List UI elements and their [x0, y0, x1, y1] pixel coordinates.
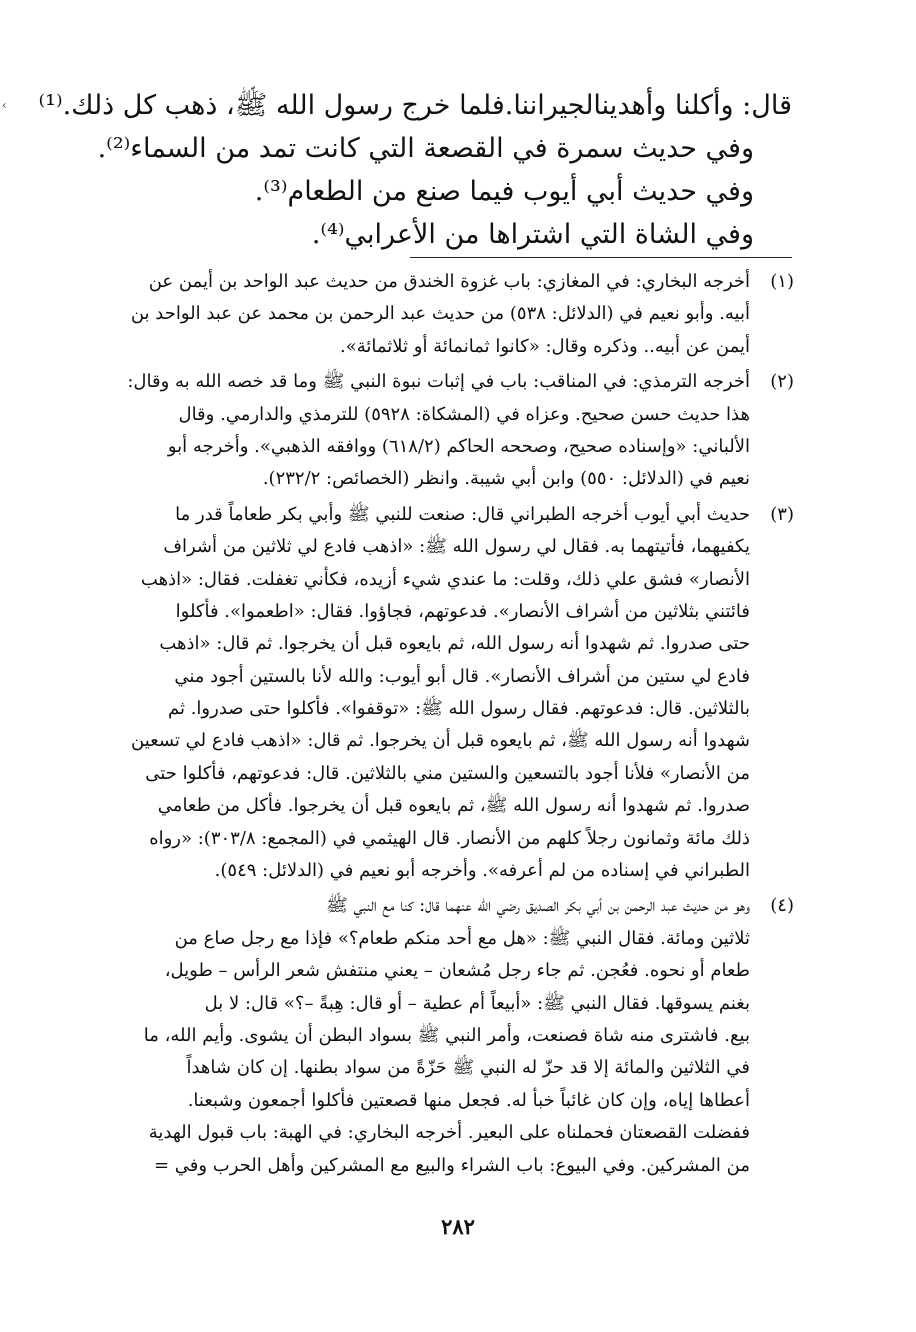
footnote-number: (٣) — [770, 503, 794, 525]
footnote-line: الأنصار» فشق علي ذلك، وقلت: ما عندي شيء أزيده، فكأني تغفلت. فقال: «اذهب — [140, 568, 750, 590]
footnote-line: ثلاثين ومائة. فقال النبي ﷺ: «هل مع أحد منكم طعام؟» فإذا مع رجل صاع من — [174, 927, 750, 949]
footnote — [118, 890, 794, 1182]
footnote-line: فائتني بثلاثين من أشراف الأنصار». فدعوتهم، فجاؤوا. فقال: «اطعموا». فأكلوا — [175, 600, 750, 622]
main-text-line: وفي الشاة التي اشتراها من الأعرابي⁽⁴⁾. — [311, 219, 754, 250]
main-text-line: وفي حديث سمرة في القصعة التي كانت تمد من السماء⁽²⁾. — [97, 133, 754, 164]
page-number: ٢٨٢ — [441, 1214, 475, 1239]
footnote-line: هذا حديث حسن صحيح. وعزاه في (المشكاة: ٥٩٢٨) للترمذي والدارمي. وقال — [178, 403, 750, 425]
footnote-line: من الأنصار» فلأنا أجود بالتسعين والستين مني بالثلاثين. قال: فدعوتهم، فأكلوا حتى — [145, 762, 750, 784]
footnote-separator — [410, 257, 792, 258]
footnote-line: أبيه. وأبو نعيم في (الدلائل: ٥٣٨) من حديث عبد الرحمن بن محمد عن عبد الواحد بن — [130, 303, 750, 325]
footnote-line: ففضلت القصعتان فحملناه على البعير. أخرجه البخاري: في الهبة: باب قبول الهدية — [148, 1122, 750, 1144]
footnote-line: شهدوا أنه رسول الله ﷺ، ثم بايعوه قبل أن يخرجوا. ثم قال: «اذهب فادع لي تسعين — [131, 730, 750, 752]
footnote-line: حديث أبي أيوب أخرجه الطبراني قال: صنعت للنبي ﷺ وأبي بكر طعاماً قدر ما — [175, 503, 750, 525]
footnote-line: من المشركين. وفي البيوع: باب الشراء والبيع مع المشركين وأهل الحرب وفي = — [153, 1154, 750, 1176]
main-text-line: وفي حديث أبي أيوب فيما صنع من الطعام⁽³⁾. — [254, 176, 754, 207]
footnote-number: (٢) — [770, 371, 794, 393]
footnote-number: (٤) — [770, 895, 794, 917]
footnote-line: بيع. فاشترى منه شاة فصنعت، وأمر النبي ﷺ بسواد البطن أن يشوى. وأيم الله، ما — [143, 1024, 750, 1046]
footnote-line: الطبراني في إسناده من لم أعرفه». وأخرجه أبو نعيم في (الدلائل: ٥٤٩). — [214, 860, 750, 882]
footnote — [118, 366, 794, 496]
footnote-number: (١) — [770, 271, 794, 292]
footnote-line: حتى صدروا. ثم شهدوا أنه رسول الله، ثم بايعوه قبل أن يخرجوا. ثم قال: «اذهب — [159, 633, 750, 655]
footnote-line: بغنم يسوقها. فقال النبي ﷺ: «أبيعاً أم عطية – أو قال: هِبةً –؟» قال: لا بل — [204, 992, 750, 1014]
footnote-line: فادع لي ستين من أشراف الأنصار». قال أبو أيوب: والله لأنا بالستين أجود مني — [174, 665, 750, 687]
footnote-line: بالثلاثين. قال: فدعوتهم. فقال رسول الله ﷺ: «توقفوا». فأكلوا حتى صدروا. ثم — [168, 698, 750, 720]
footnote-line: أيمن عن أبيه.. وذكره وقال: «كانوا ثمانمائة أو ثلاثمائة». — [339, 335, 750, 357]
footnote-line: أخرجه البخاري: في المغازي: باب غزوة الخندق من حديث عبد الواحد بن أيمن عن — [148, 271, 750, 292]
footnote-line: ذلك مائة وثمانون رجلاً كلهم من الأنصار. قال الهيثمي في (المجمع: ٣٠٣/٨): «رواه — [149, 827, 750, 849]
footnote — [118, 499, 794, 888]
footnote — [118, 266, 794, 363]
footnote-line: صدروا. ثم شهدوا أنه رسول الله ﷺ، ثم بايعوه قبل أن يخرجوا. فأكل من طعامي — [157, 795, 750, 817]
footnote-line: يكفيهما، فأتيتهما به. فقال لي رسول الله ﷺ: «اذهب فادع لي ثلاثين من أشراف — [163, 536, 750, 558]
footnote-line: في الثلاثين والمائة إلا قد حزّ له النبي ﷺ حَزّةً من سواد بطنها. إن كان شاهداً — [186, 1057, 750, 1079]
main-text-block — [38, 84, 792, 256]
footnote-line: نعيم في (الدلائل: ٥٥٠) وابن أبي شيبة. وانظر (الخصائص: ٢٣٢/٢). — [262, 468, 750, 490]
footnote-line: طعام أو نحوه. فعُجن. ثم جاء رجل مُشعان – يعني منتفش شعر الرأس – طويل، — [164, 960, 750, 982]
margin-mark: ‹ — [2, 98, 7, 112]
footnote-line: الألباني: «وإسناده صحيح، وصححه الحاكم (٦١٨/٢) ووافقه الذهبي». وأخرجه أبو — [167, 435, 750, 457]
main-text-line: قال: وأكلنا وأهدينالجيراننا.فلما خرج رسول الله ﷺ، ذهب كل ذلك.⁽¹⁾ — [38, 90, 792, 121]
footnote-line: أخرجه الترمذي: في المناقب: باب في إثبات نبوة النبي ﷺ وما قد خصه الله به وقال: — [127, 371, 750, 393]
footnote-line: أعطاها إياه، وإن كان غائباً خبأ له. فجعل منها قصعتين فأكلوا أجمعون وشبعنا. — [187, 1089, 750, 1111]
footnote-line: وهو من حديث عبد الرحمن بن أبي بكر الصديق رضي الله عنهما قال: كنا مع النبي ﷺ — [326, 895, 750, 917]
footnotes-block — [118, 266, 794, 1185]
